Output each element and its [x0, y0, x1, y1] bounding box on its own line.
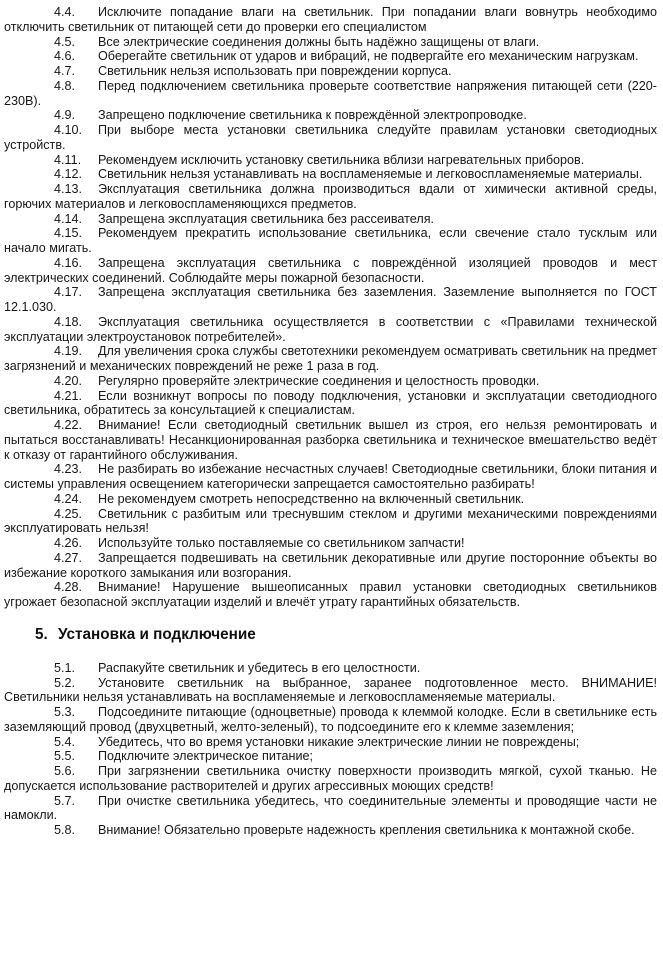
paragraph-number: 4.8.: [54, 78, 76, 93]
paragraph-number: 4.18.: [54, 314, 83, 329]
paragraph-text: Оберегайте светильник от ударов и вибраций, не подвергайте его механическим нагрузкам.: [98, 49, 639, 64]
paragraph-text: Рекомендуем прекратить использование светильника, если свечение стало тусклым или начало мигать.: [4, 226, 657, 255]
list-item: [4, 705, 657, 735]
paragraph-number: 5.6.: [54, 764, 76, 778]
list-item: [4, 794, 657, 824]
list-item: [4, 79, 657, 109]
paragraph-text: Эксплуатация светильника должна производиться вдали от химически активной среды, горючих материалов и легковоспламеняющихся предметов.: [4, 182, 657, 211]
paragraph-number: 5.7.: [54, 793, 76, 808]
paragraph-text: Все электрические соединения должны быть надёжно защищены от влаги.: [98, 34, 540, 49]
section-4-list: [4, 5, 657, 610]
list-item: [4, 580, 657, 610]
list-item: [4, 344, 657, 374]
paragraph-number: 4.22.: [54, 418, 83, 432]
paragraph-text: Рекомендуем исключить установку светильника вблизи нагревательных приборов.: [98, 152, 585, 167]
paragraph-number: 4.16.: [54, 255, 83, 270]
paragraph-number: 4.13.: [54, 182, 83, 196]
paragraph-text: Светильник нельзя использовать при повреждении корпуса.: [98, 64, 452, 78]
list-item: [4, 536, 657, 551]
list-item: [4, 374, 657, 389]
paragraph-text: При загрязнении светильника очистку поверхности производить мягкой, сухой тканью. Не допускается использование растворителей и других агрессивных моющих средств!: [4, 764, 657, 793]
paragraph-text: Если возникнут вопросы по поводу подключения, установки и эксплуатации светодиодного светильника, обратитесь за консультацией к специалистам.: [4, 388, 657, 418]
paragraph-text: Не разбирать во избежание несчастных случаев! Светодиодные светильники, блоки питания и системы управления освещением категорически запрещается самостоятельно разбирать!: [4, 462, 657, 491]
paragraph-number: 4.4.: [54, 5, 76, 19]
list-item: [4, 389, 657, 419]
list-item: [4, 661, 657, 676]
paragraph-text: Внимание! Нарушение вышеописанных правил установки светодиодных светильников угрожает безопасной эксплуатации изделий и влечёт утрату гарантийных обязательств.: [4, 580, 657, 609]
list-item: [4, 64, 657, 79]
paragraph-number: 4.15.: [54, 226, 83, 241]
paragraph-number: 4.7.: [54, 64, 76, 78]
paragraph-number: 4.26.: [54, 536, 83, 550]
paragraph-text: При очистке светильника убедитесь, что соединительные элементы и проводящие части не намокли.: [4, 793, 657, 823]
list-item: [4, 226, 657, 256]
paragraph-number: 5.3.: [54, 705, 76, 719]
list-item: [4, 492, 657, 507]
paragraph-number: 4.21.: [54, 388, 83, 403]
paragraph-number: 5.5.: [54, 749, 76, 764]
paragraph-number: 4.17.: [54, 285, 83, 300]
paragraph-number: 4.11.: [54, 152, 82, 167]
section-5-list: [4, 661, 657, 838]
list-item: [4, 182, 657, 212]
list-item: [4, 462, 657, 492]
list-item: [4, 315, 657, 345]
list-item: [4, 749, 657, 764]
paragraph-number: 4.19.: [54, 344, 83, 359]
paragraph-text: Запрещена эксплуатация светильника без заземления. Заземление выполняется по ГОСТ 12.1.030.: [4, 285, 657, 314]
paragraph-text: Подсоедините питающие (одноцветные) провода к клеммой колодке. Если в светильнике есть заземляющий провод (двухцветный, желто-зеленый), то подсоедините его к клемме заземления;: [4, 705, 657, 734]
paragraph-text: Запрещена эксплуатация светильника без рассеивателя.: [98, 211, 435, 226]
list-item: [4, 256, 657, 286]
section-5-heading: [4, 625, 657, 644]
paragraph-text: При выборе места установки светильника следуйте правилам установки светодиодных устройств.: [4, 123, 657, 152]
paragraph-number: 4.25.: [54, 506, 83, 521]
list-item: [4, 823, 657, 838]
paragraph-number: 4.23.: [54, 462, 83, 477]
list-item: [4, 418, 657, 462]
paragraph-number: 4.6.: [54, 49, 76, 64]
paragraph-number: 5.8.: [54, 823, 76, 837]
paragraph-number: 4.20.: [54, 373, 83, 388]
paragraph-number: 4.27.: [54, 550, 83, 565]
paragraph-text: Эксплуатация светильника осуществляется в соответствии с «Правилами технической эксплуатации электроустановок потребителей».: [4, 314, 657, 344]
section-heading-number: 5.: [35, 625, 48, 643]
paragraph-text: Не рекомендуем смотреть непосредственно на включенный светильник.: [98, 491, 525, 506]
paragraph-text: Запрещено подключение светильника к повреждённой электропроводке.: [98, 108, 527, 123]
paragraph-number: 5.1.: [54, 660, 76, 675]
section-heading-text: Установка и подключение: [58, 625, 256, 643]
list-item: [4, 167, 657, 182]
paragraph-text: Светильник с разбитым или треснувшим стеклом и другими механическими повреждениями эксплуатировать нельзя!: [4, 506, 657, 536]
paragraph-text: Регулярно проверяйте электрические соединения и целостность проводки.: [98, 373, 540, 388]
paragraph-text: Внимание! Если светодиодный светильник вышел из строя, его нельзя ремонтировать и пытаться восстанавливать! Несанкционированная разборка светильника и техническое вмешательство ведёт к отказу от гарантийного обслуживания.: [4, 418, 657, 462]
paragraph-number: 5.2.: [54, 675, 76, 690]
list-item: [4, 285, 657, 315]
paragraph-number: 4.28.: [54, 580, 83, 595]
list-item: [4, 49, 657, 64]
list-item: [4, 5, 657, 35]
paragraph-text: Светильник нельзя устанавливать на воспламеняемые и легковоспламеняемые материалы.: [98, 167, 643, 182]
paragraph-number: 5.4.: [54, 734, 76, 749]
list-item: [4, 735, 657, 750]
list-item: [4, 153, 657, 168]
paragraph-text: Распакуйте светильник и убедитесь в его целостности.: [98, 660, 421, 675]
paragraph-number: 4.9.: [54, 108, 76, 123]
paragraph-text: Исключите попадание влаги на светильник. При попадании влаги вовнутрь необходимо отключить светильник от питающей сети до проверки его специалистом: [4, 5, 657, 34]
list-item: [4, 35, 657, 50]
paragraph-text: Подключите электрическое питание;: [98, 749, 313, 764]
paragraph-text: Внимание! Обязательно проверьте надежность крепления светильника к монтажной скобе.: [98, 823, 635, 837]
paragraph-number: 4.5.: [54, 34, 76, 49]
paragraph-number: 4.12.: [54, 167, 83, 182]
paragraph-text: Перед подключением светильника проверьте соответствие напряжения питающей сети (220-230В).: [4, 78, 657, 108]
list-item: [4, 212, 657, 227]
paragraph-text: Запрещена эксплуатация светильника с повреждённой изоляцией проводов и мест электрических соединений. Соблюдайте меры пожарной безопасности.: [4, 255, 657, 285]
paragraph-text: Используйте только поставляемые со светильником запчасти!: [98, 536, 465, 550]
list-item: [4, 123, 657, 153]
list-item: [4, 507, 657, 537]
paragraph-text: Установите светильник на выбранное, заранее подготовленное место. ВНИМАНИЕ! Светильники нельзя устанавливать на воспламеняемые и легковоспламеняемые материалы.: [4, 675, 657, 705]
paragraph-text: Убедитесь, что во время установки никакие электрические линии не повреждены;: [98, 734, 580, 749]
list-item: [4, 108, 657, 123]
list-item: [4, 676, 657, 706]
paragraph-text: Для увеличения срока службы светотехники рекомендуем осматривать светильник на предмет загрязнений и механических повреждений не реже 1 раза в год.: [4, 344, 657, 373]
paragraph-number: 4.14.: [54, 211, 83, 226]
paragraph-number: 4.10.: [54, 123, 83, 137]
paragraph-number: 4.24.: [54, 491, 83, 506]
list-item: [4, 551, 657, 581]
list-item: [4, 764, 657, 794]
paragraph-text: Запрещается подвешивать на светильник декоративные или другие посторонние объекты во избежание короткого замыкания или возгорания.: [4, 550, 657, 580]
